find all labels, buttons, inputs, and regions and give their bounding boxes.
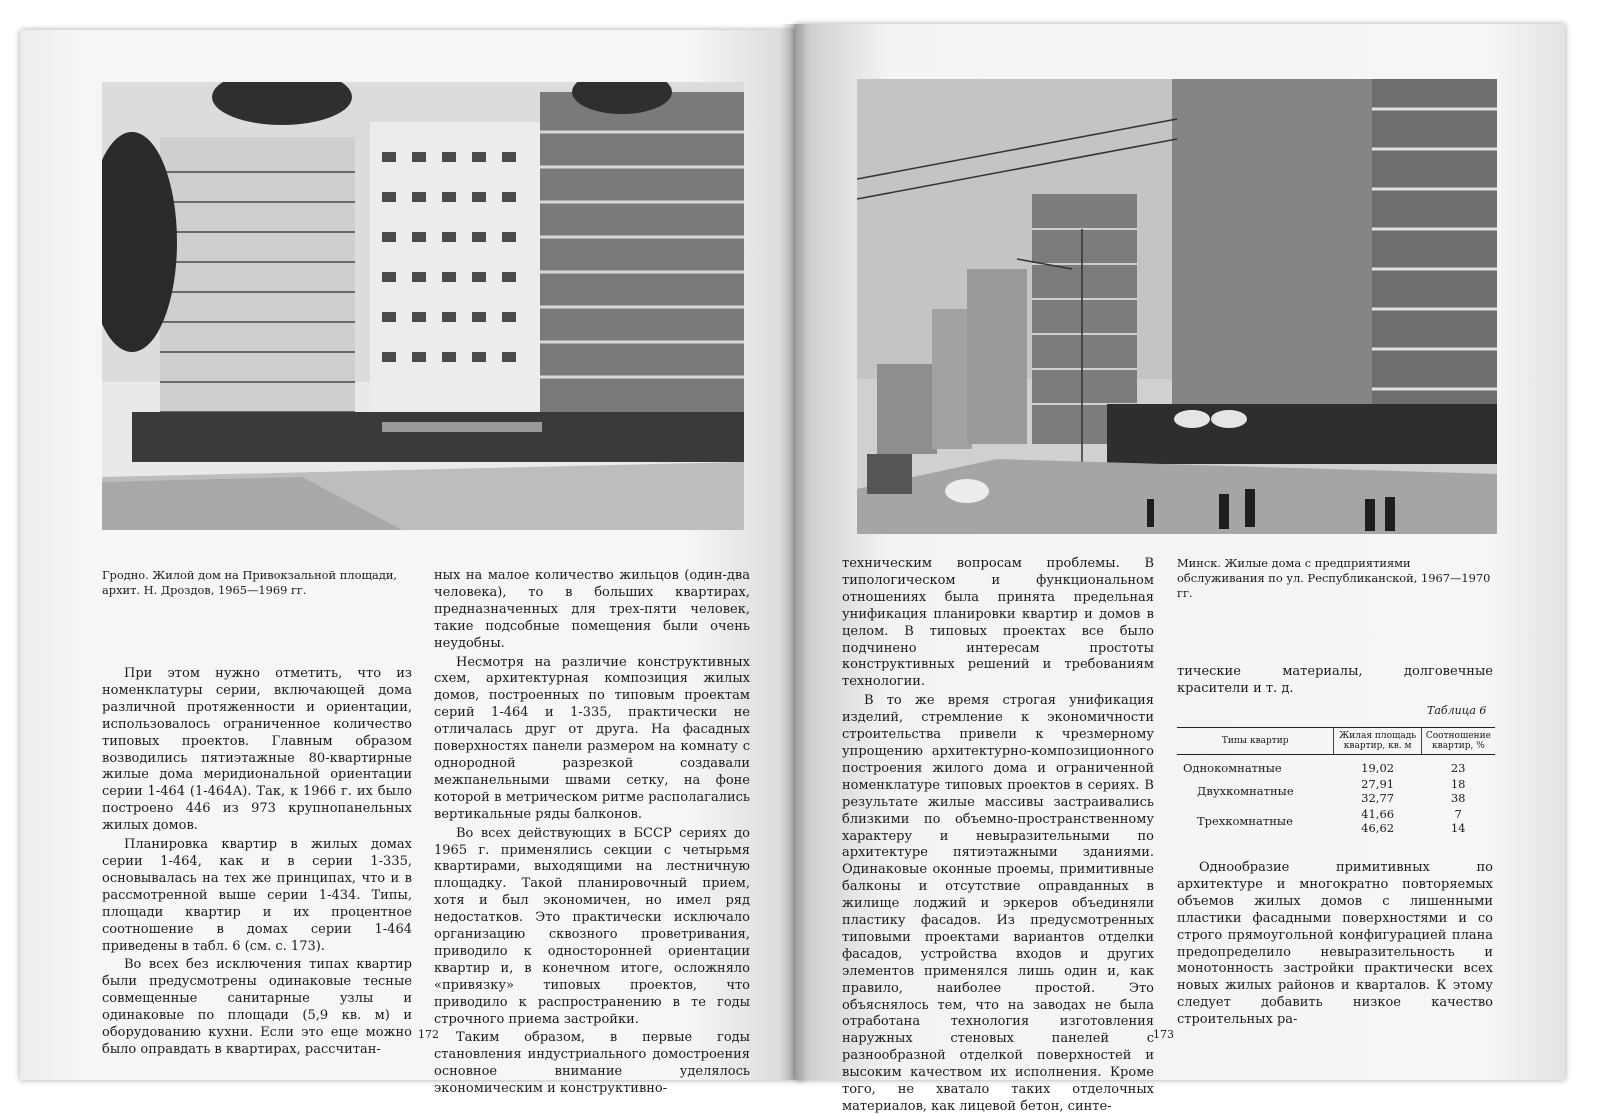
value: 32,77 <box>1361 791 1395 805</box>
paragraph: При этом нужно отметить, что из номенклатуры серии, включающей дома различной протяженности и ориентации, использовалось ограниченное количество типовых проектов. Главным образом возводились пятиэтажные 80-квартирные жилые дома меридиональной ориентации серии 1-464 (1-464А). Так, к 1966 г. их было построено 446 из 973 крупнопанельных жилых домов. <box>102 666 412 834</box>
left-text-column-2 <box>434 568 750 1098</box>
paragraph: Несмотря на различие конструктивных схем, архитектурная композиция жилых домов, построенных по типовым проектам серий 1-464 и 1-335, практически не отличалась друг от друга. На фасадных поверхностях панели размером на комнату с однородной разрезкой создавали межпанельными швами сетку, на фоне которой в метрическом ритме располагались вертикальные ряды балконов. <box>434 654 750 822</box>
left-photo-grodno-building <box>102 82 744 530</box>
value: 46,62 <box>1361 821 1395 835</box>
table-row <box>1177 806 1495 836</box>
value: 38 <box>1450 791 1466 805</box>
table-header: Жилая площадь квартир, кв. м <box>1334 728 1421 755</box>
table-cell: Двухкомнатные <box>1197 784 1294 798</box>
value: 14 <box>1450 821 1466 835</box>
right-text-column-2-bottom <box>1177 860 1493 1029</box>
right-text-column-2-top <box>1177 664 1493 698</box>
paragraph: техническим вопросам проблемы. В типологическом и функциональном отношениях была принята предельная унификация планировки квартир и домов в целом. В типовых проектах все было подчинено интересам простоты конструктивных решений и требованиям технологии. <box>842 556 1154 690</box>
table-header-row <box>1177 728 1495 755</box>
left-page <box>20 30 805 1097</box>
table-cell <box>1334 776 1421 806</box>
table-header: Соотношение квартир, % <box>1421 728 1495 755</box>
table-cell: 19,02 <box>1361 761 1395 775</box>
left-photo-caption: Гродно. Жилой дом на Привокзальной площади, архит. Н. Дроздов, 1965—1969 гг. <box>102 568 398 597</box>
table-title: Таблица 6 <box>1427 704 1487 717</box>
page-number-right: 173 <box>1153 1028 1174 1041</box>
table-row <box>1177 755 1495 777</box>
right-photo-caption: Минск. Жилые дома с предприятиями обслуживания по ул. Республиканской, 1967—1970 гг. <box>1177 556 1491 600</box>
table-cell <box>1421 806 1495 836</box>
page-number-left: 172 <box>418 1028 439 1041</box>
book-spine-shadow <box>780 24 810 1080</box>
paragraph: ных на малое количество жильцов (один-два человека), то в больших квартирах, предназначенных для трех-пяти человек, такие подсобные помещения были очень неудобны. <box>434 568 750 651</box>
table-cell: Трехкомнатные <box>1197 814 1293 828</box>
paragraph: Во всех без исключения типах квартир были предусмотрены одинаковые тесные совмещенные санитарные узлы и одинаковые по площади (5,9 кв. м) и оборудованию кухни. Если это еще можно было оправдать в квартирах, рассчитан- <box>102 957 412 1057</box>
paragraph: Планировка квартир в жилых домах серии 1-464, как и в серии 1-335, основывалась на тех же принципах, что и в рассмотренной выше серии 1-434. Типы, площади квартир и их процентное соотношение в домах серии 1-464 приведены в табл. 6 (см. с. 173). <box>102 837 412 954</box>
table-row <box>1177 776 1495 806</box>
value: 27,91 <box>1361 777 1395 791</box>
table-cell <box>1421 776 1495 806</box>
value: 18 <box>1450 777 1466 791</box>
value: 41,66 <box>1361 807 1395 821</box>
left-text-column-1 <box>102 666 412 1059</box>
apartment-types-table <box>1177 727 1495 836</box>
right-text-column-1 <box>842 556 1154 1116</box>
value: 7 <box>1454 807 1462 821</box>
table-cell: Однокомнатные <box>1183 761 1282 775</box>
paragraph: Во всех действующих в БССР сериях до 1965 г. применялись секции с четырьмя квартирами, выходящими на лестничную площадку. Такой планировочный прием, хотя и был экономичен, но имел ряд недостатков. Это практически исключало организацию сквозного проветривания, приводило к односторонней ориентации квартир и, в конечном итоге, осложняло «привязку» типовых проектов, что приводило к распространению в те годы строчного приема застройки. <box>434 825 750 1027</box>
paragraph: Однообразие примитивных по архитектуре и многократно повторяемых объемов жилых домов с лишенными пластики фасадными поверхностями и со строго прямоугольной конфигурацией плана предопределило невыразительность и монотонность застройки практически всех новых жилых районов и кварталов. К этому следует добавить низкое качество строительных ра- <box>1177 860 1493 1028</box>
right-page <box>795 24 1565 1114</box>
table-cell: 23 <box>1450 761 1466 775</box>
table-header: Типы квартир <box>1177 728 1334 755</box>
paragraph: тические материалы, долговечные красители и т. д. <box>1177 664 1493 696</box>
right-photo-minsk-street <box>857 79 1497 534</box>
paragraph: В то же время строгая унификация изделий, стремление к экономичности строительства привели к чрезмерному упрощению архитектурно-композиционного построения жилого дома и ограниченной номенклатуре типовых проектов в сериях. В результате жилые массивы застраивались близкими по объемно-пространственному характеру и невыразительными по архитектуре пятиэтажными зданиями. Одинаковые оконные проемы, примитивные балконы и отсутствие оправданных в жилище лоджий и эркеров объединяли пластику фасадов. Из предусмотренных типовыми проектами вариантов отделки фасадов, устройства входов и других элементов применялся лишь один и, как правило, наиболее простой. Это объяснялось тем, что на заводах не была отработана технология изготовления наружных стеновых панелей с разнообразной отделкой поверхностей и высоким качеством их исполнения. Кроме того, не хватало таких отделочных материалов, как лицевой бетон, синте- <box>842 693 1154 1114</box>
table-cell <box>1334 806 1421 836</box>
paragraph: Таким образом, в первые годы становления индустриального домостроения основное внимание уделялось экономическим и конструктивно- <box>434 1030 750 1097</box>
